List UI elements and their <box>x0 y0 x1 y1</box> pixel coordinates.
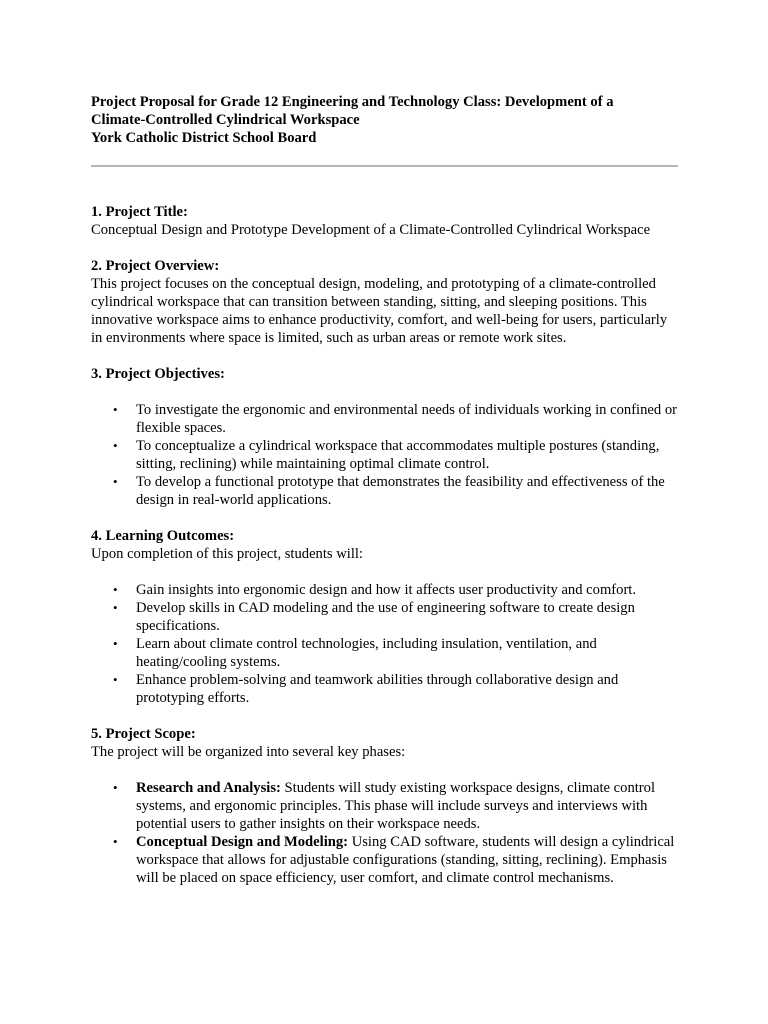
outcomes-list <box>91 581 681 707</box>
header-title-line-1: Project Proposal for Grade 12 Engineering and Technology Class: Development of a <box>91 94 614 110</box>
phase-label: Research and Analysis: <box>136 780 281 796</box>
section-project-scope <box>91 725 681 887</box>
bullet-icon: • <box>113 672 118 687</box>
bullet-icon: • <box>113 474 118 489</box>
list-item: • To investigate the ergonomic and environmental needs of individuals working in confined or flexible spaces. <box>113 402 677 436</box>
objectives-list <box>91 401 681 509</box>
section-heading: 1. Project Title: <box>91 204 188 220</box>
phase-label: Conceptual Design and Modeling: <box>136 834 349 850</box>
section-project-overview <box>91 257 681 347</box>
phase-text: Students will study existing workspace designs, climate control systems, and ergonomic principles. This phase will include surveys and interviews with potential users to gather insights on their workspace needs. <box>136 780 656 832</box>
bullet-icon: • <box>113 834 118 849</box>
section-heading: 2. Project Overview: <box>91 258 220 274</box>
section-intro: The project will be organized into several key phases: <box>91 744 406 760</box>
section-text: Conceptual Design and Prototype Development of a Climate-Controlled Cylindrical Workspace <box>91 222 651 238</box>
section-heading: 4. Learning Outcomes: <box>91 528 235 544</box>
section-text: This project focuses on the conceptual design, modeling, and prototyping of a climate-controlled cylindrical workspace that can transition between standing, sitting, and sleeping positions. This innovative workspace aims to enhance productivity, comfort, and well-being for users, particularly in environments where space is limited, such as urban areas or remote work sites. <box>91 276 668 346</box>
header-school-board: York Catholic District School Board <box>91 130 317 146</box>
bullet-icon: • <box>113 600 118 615</box>
list-item: • Gain insights into ergonomic design and how it affects user productivity and comfort. <box>113 582 637 598</box>
section-intro: Upon completion of this project, students will: <box>91 546 363 562</box>
list-item: • Develop skills in CAD modeling and the use of engineering software to create design specifications. <box>113 600 635 634</box>
list-item: • Learn about climate control technologies, including insulation, ventilation, and heating/cooling systems. <box>113 636 597 670</box>
list-item: • To develop a functional prototype that demonstrates the feasibility and effectiveness of the design in real-world applications. <box>113 474 665 508</box>
bullet-icon: • <box>113 438 118 453</box>
scope-phases-list <box>91 779 681 887</box>
section-project-title <box>91 203 681 239</box>
section-heading: 5. Project Scope: <box>91 726 196 742</box>
bullet-icon: • <box>113 582 118 597</box>
bullet-icon: • <box>113 780 118 795</box>
section-heading: 3. Project Objectives: <box>91 366 225 382</box>
header-title-line-2: Climate-Controlled Cylindrical Workspace <box>91 112 360 128</box>
section-learning-outcomes <box>91 527 681 707</box>
document-page <box>91 93 681 887</box>
list-item: • Enhance problem-solving and teamwork abilities through collaborative design and prototyping efforts. <box>113 672 619 706</box>
section-project-objectives <box>91 365 681 509</box>
document-header <box>91 93 681 147</box>
list-item <box>91 833 681 887</box>
list-item: • To conceptualize a cylindrical workspace that accommodates multiple postures (standing, sitting, reclining) while maintaining optimal climate control. <box>113 438 660 472</box>
phase-text: Using CAD software, students will design a cylindrical workspace that allows for adjustable configurations (standing, sitting, reclining). Emphasis will be placed on space efficiency, user comfort, and climate control mechanisms. <box>136 834 675 886</box>
list-item <box>91 779 681 833</box>
bullet-icon: • <box>113 636 118 651</box>
bullet-icon: • <box>113 402 118 417</box>
